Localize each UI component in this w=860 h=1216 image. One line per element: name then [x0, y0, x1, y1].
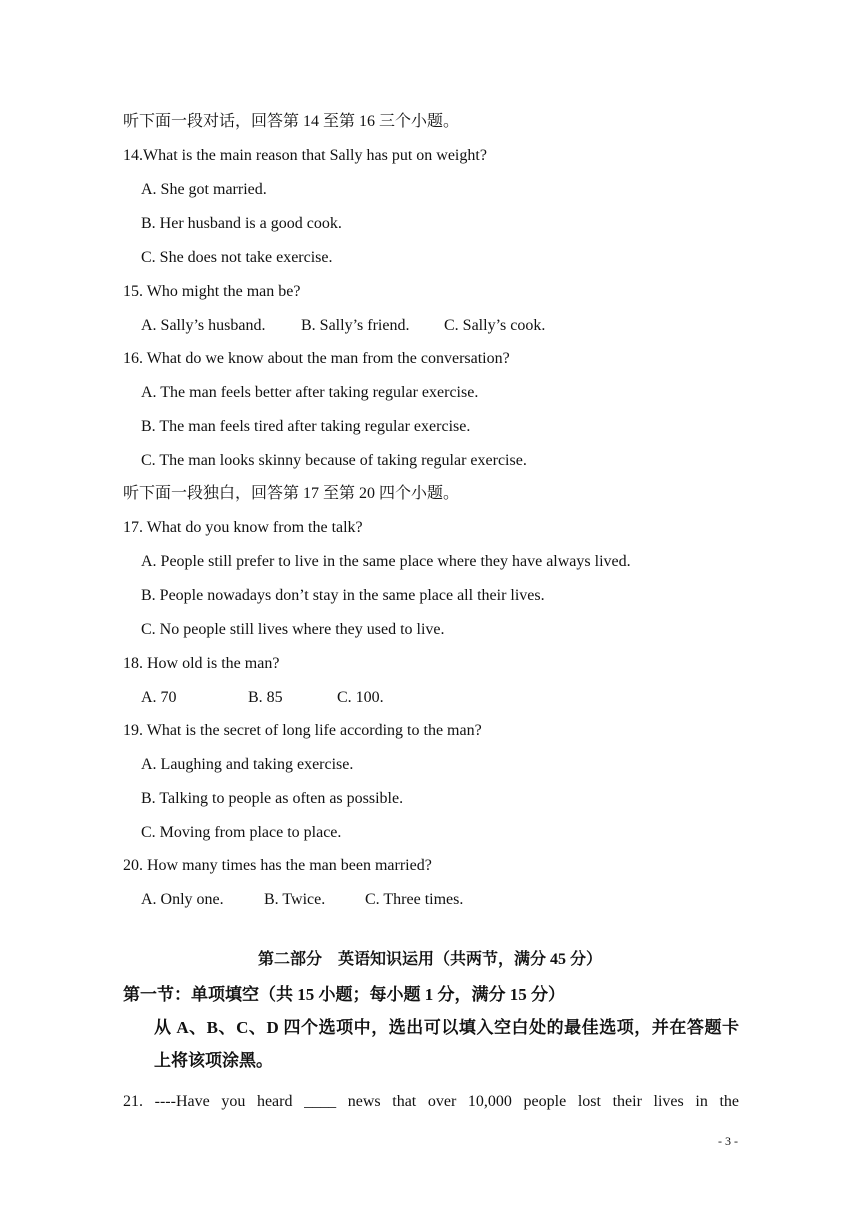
- q15-options: [141, 316, 545, 336]
- question-18: 18. How old is the man?: [123, 655, 280, 672]
- instruction-line-2: 上将该项涂黑。: [154, 1051, 273, 1070]
- question-21-line-1: 21. ----Have you heard ____ news that over 10,000 people lost their lives in the: [123, 1093, 739, 1110]
- q17-option-b: B. People nowadays don’t stay in the same place all their lives.: [141, 587, 545, 604]
- q18-option-c: C. 100.: [337, 689, 384, 706]
- q18-options: [141, 688, 384, 708]
- instruction-line-1: 从 A、B、C、D 四个选项中，选出可以填入空白处的最佳选项，并在答题卡: [154, 1018, 739, 1037]
- q17-option-c: C. No people still lives where they used to live.: [141, 621, 445, 638]
- q20-option-c: C. Three times.: [365, 891, 464, 908]
- question-14: 14.What is the main reason that Sally has put on weight?: [123, 147, 487, 164]
- q20-option-b: B. Twice.: [264, 891, 326, 908]
- question-15: 15. Who might the man be?: [123, 283, 301, 300]
- q16-option-a: A. The man feels better after taking regular exercise.: [141, 384, 479, 401]
- question-16: 16. What do we know about the man from the conversation?: [123, 350, 510, 367]
- q14-option-c: C. She does not take exercise.: [141, 249, 333, 266]
- q20-options: [141, 890, 463, 910]
- question-19: 19. What is the secret of long life according to the man?: [123, 722, 482, 739]
- part-two-title: 第二部分 英语知识运用（共两节，满分 45 分）: [257, 951, 602, 968]
- q18-option-b: B. 85: [248, 689, 283, 706]
- q18-option-a: A. 70: [141, 689, 177, 706]
- q14-option-b: B. Her husband is a good cook.: [141, 215, 342, 232]
- listening-intro-17-20: 听下面一段独白，回答第 17 至第 20 四个小题。: [123, 485, 460, 502]
- listening-intro-14-16: 听下面一段对话，回答第 14 至第 16 三个小题。: [123, 113, 460, 130]
- q15-option-b: B. Sally’s friend.: [301, 317, 410, 334]
- q16-option-b: B. The man feels tired after taking regular exercise.: [141, 418, 471, 435]
- q16-option-c: C. The man looks skinny because of taking regular exercise.: [141, 452, 527, 469]
- q19-option-b: B. Talking to people as often as possible.: [141, 790, 404, 807]
- question-17: 17. What do you know from the talk?: [123, 519, 363, 536]
- page-number: - 3 -: [718, 1134, 738, 1148]
- q15-option-a: A. Sally’s husband.: [141, 317, 266, 334]
- q17-option-a: A. People still prefer to live in the same place where they have always lived.: [141, 553, 631, 570]
- question-20: 20. How many times has the man been married?: [123, 857, 432, 874]
- section-one-title: 第一节：单项填空（共 15 小题；每小题 1 分，满分 15 分）: [123, 985, 565, 1004]
- q14-option-a: A. She got married.: [141, 181, 267, 198]
- q20-option-a: A. Only one.: [141, 891, 224, 908]
- q19-option-a: A. Laughing and taking exercise.: [141, 756, 354, 773]
- q15-option-c: C. Sally’s cook.: [444, 317, 546, 334]
- q19-option-c: C. Moving from place to place.: [141, 824, 342, 841]
